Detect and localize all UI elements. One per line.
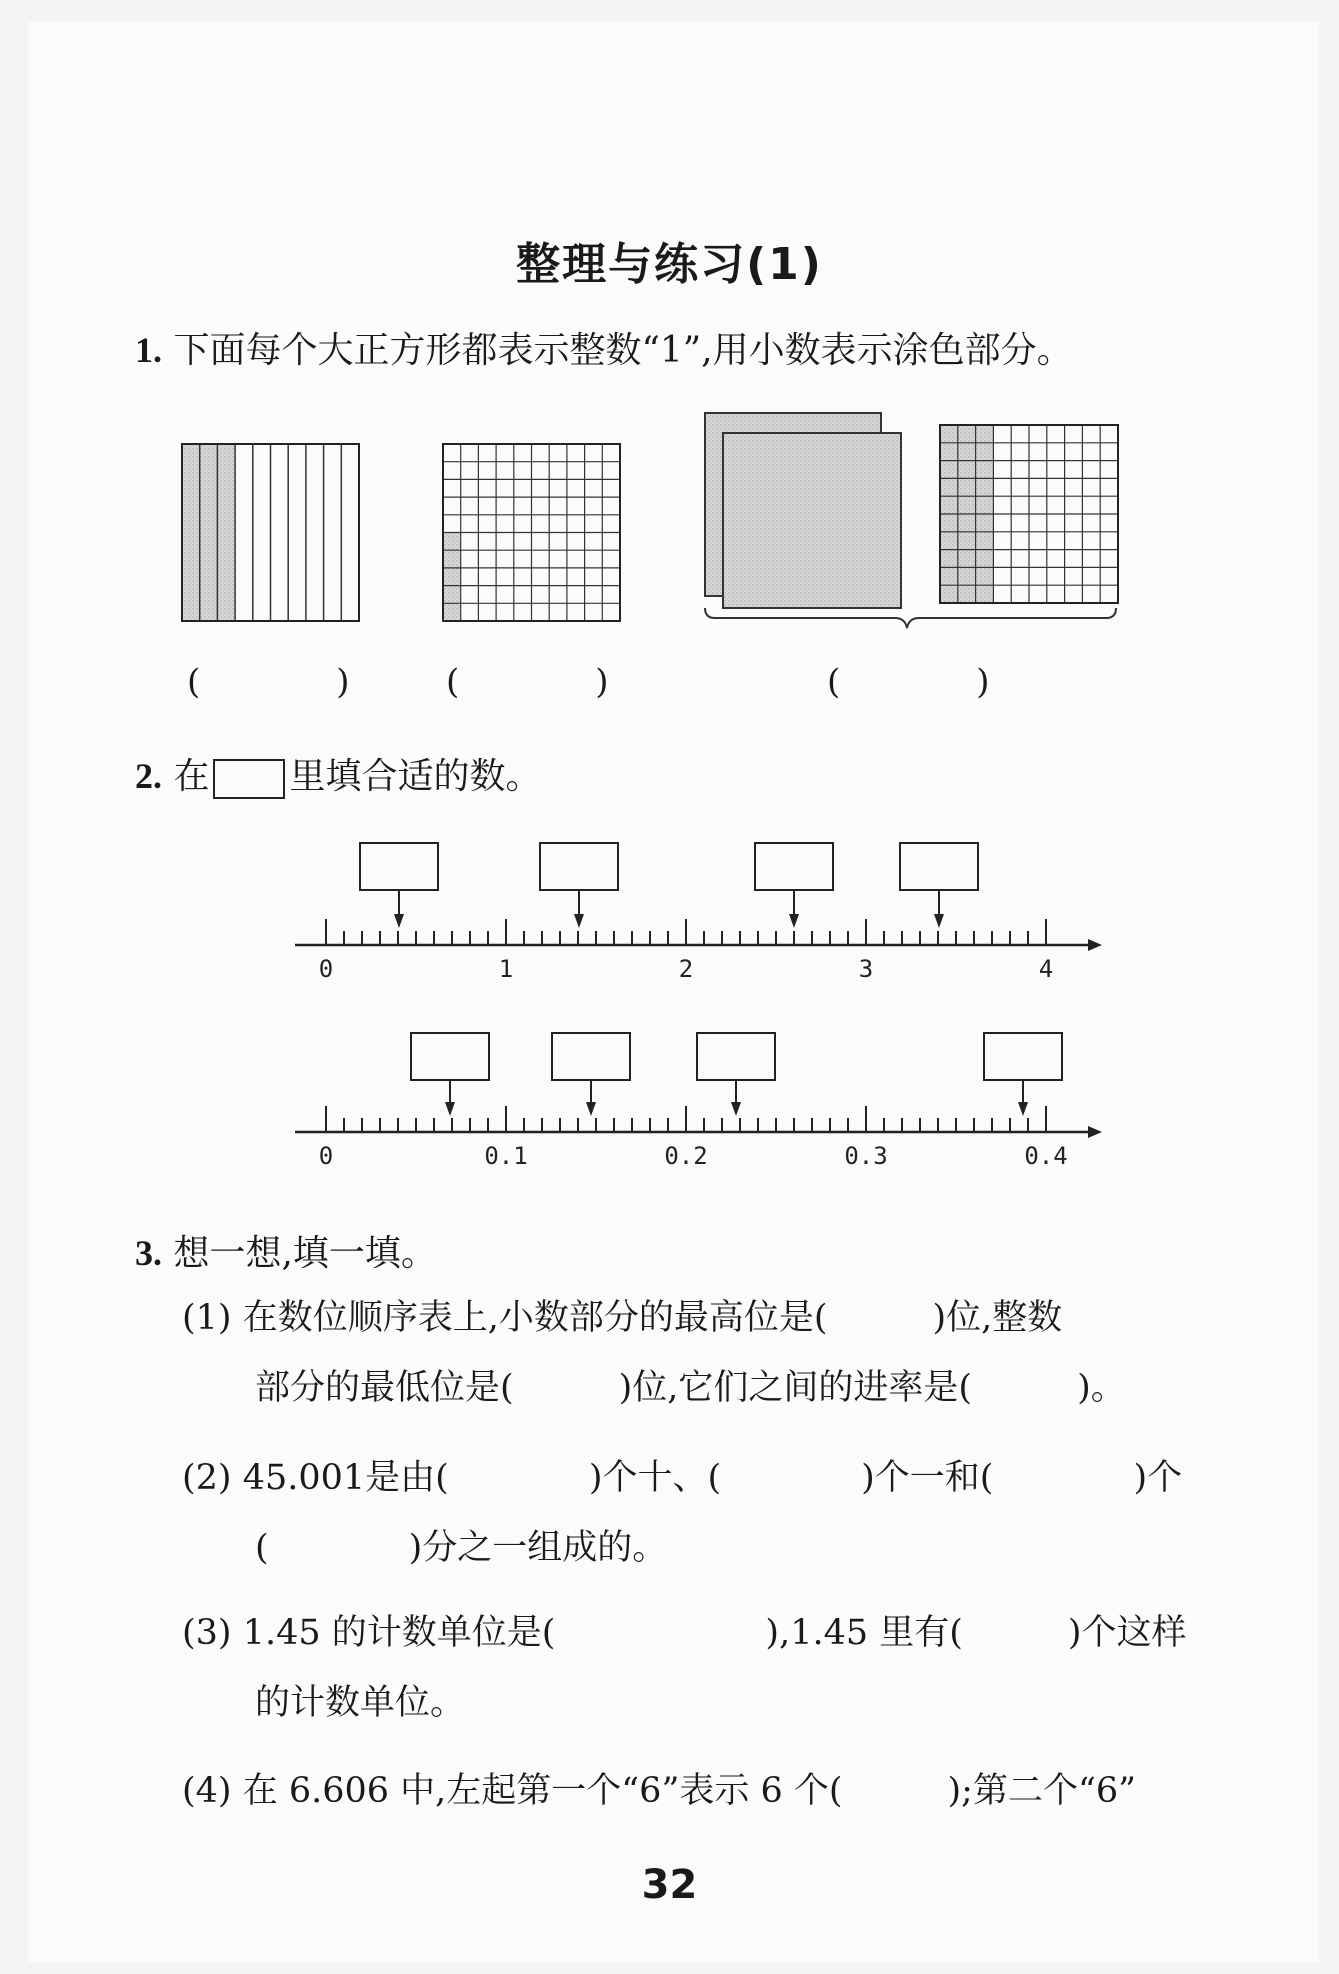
page-number: 32 [641, 1862, 698, 1908]
q3-item-1-line-1: (1) 在数位顺序表上,小数部分的最高位是( )位,整数 [182, 1298, 1063, 1338]
number-line-1-boxes [360, 843, 978, 928]
number-line-1 [295, 919, 1102, 951]
figure-grid-square-3 [940, 425, 1118, 603]
page-title: 整理与练习(1) [516, 239, 823, 290]
question-2 [135, 748, 541, 799]
q3-item-1-line-2: 部分的最低位是( )位,它们之间的进率是( )。 [255, 1368, 1126, 1408]
answer-box[interactable] [552, 1033, 630, 1080]
tick-label: 1 [498, 955, 514, 983]
q3-item-2-line-1: (2) 45.001是由( )个十、( )个一和( )个 [182, 1458, 1183, 1498]
answer-box[interactable] [900, 843, 978, 890]
tick-label: 0.3 [844, 1142, 888, 1170]
answer-blank-1[interactable]: ( ) [187, 662, 350, 702]
q3-item-3-line-1: (3) 1.45 的计数单位是( ),1.45 里有( )个这样 [182, 1613, 1187, 1653]
question-1-text: 下面每个大正方形都表示整数“1”,用小数表示涂色部分。 [173, 330, 1073, 371]
grouping-brace [705, 608, 1116, 628]
number-line-2 [295, 1106, 1102, 1138]
number-line-2-boxes [411, 1033, 1062, 1116]
answer-box[interactable] [984, 1033, 1062, 1080]
question-3-text: 想一想,填一填。 [173, 1233, 437, 1274]
figure-whole-squares [705, 413, 901, 608]
number-line-1-labels [319, 955, 1053, 983]
tick-label: 0 [318, 1142, 334, 1170]
answer-box[interactable] [755, 843, 833, 890]
answer-box[interactable] [411, 1033, 489, 1080]
q3-item-2-line-2: ( )分之一组成的。 [255, 1528, 668, 1568]
answer-box[interactable] [697, 1033, 775, 1080]
answer-blank-3[interactable]: ( ) [827, 662, 990, 702]
sample-answer-box [213, 759, 285, 799]
number-line-2-labels [319, 1142, 1068, 1170]
q3-item-3-line-2: 的计数单位。 [255, 1683, 466, 1723]
question-1-number: 1. [135, 330, 162, 370]
tick-label: 3 [858, 955, 874, 983]
answer-box[interactable] [360, 843, 438, 890]
question-3 [135, 1225, 437, 1276]
tick-label: 0.1 [484, 1142, 528, 1170]
question-2-text-after: 里填合适的数。 [289, 756, 542, 797]
q3-item-4-line-1: (4) 在 6.606 中,左起第一个“6”表示 6 个( );第二个“6” [182, 1771, 1137, 1811]
tick-label: 0.4 [1024, 1142, 1068, 1170]
figure-grid-square [443, 444, 620, 621]
question-3-number: 3. [135, 1233, 162, 1273]
tick-label: 0.2 [664, 1142, 708, 1170]
tick-label: 4 [1038, 955, 1054, 983]
answer-blank-2[interactable]: ( ) [446, 662, 609, 702]
answer-box[interactable] [540, 843, 618, 890]
question-2-number: 2. [135, 756, 162, 796]
question-2-text-before: 在 [173, 756, 210, 797]
figure-strips-square [182, 444, 359, 621]
tick-label: 2 [678, 955, 694, 983]
tick-label: 0 [318, 955, 334, 983]
